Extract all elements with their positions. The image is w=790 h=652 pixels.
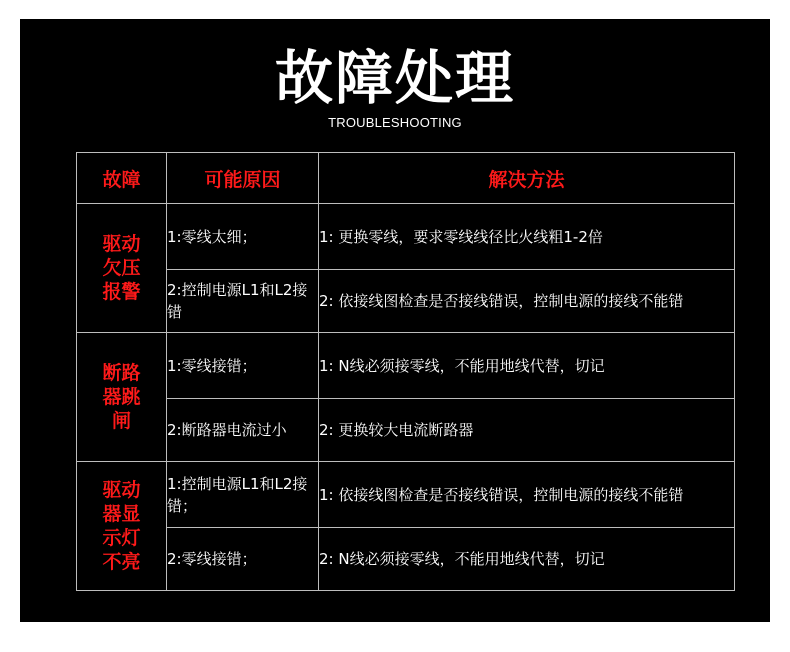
page-subtitle: TROUBLESHOOTING xyxy=(328,115,462,130)
solution-cell: 1: 更换零线，要求零线线径比火线粗1-2倍 xyxy=(319,204,735,270)
fault-cell xyxy=(77,462,167,591)
table-row xyxy=(77,204,735,270)
troubleshooting-panel xyxy=(20,19,770,622)
solution-cell: 2: N线必须接零线，不能用地线代替，切记 xyxy=(319,528,735,591)
cause-cell: 1:控制电源L1和L2接错； xyxy=(167,462,319,528)
header-solution: 解决方法 xyxy=(319,153,735,204)
fault-label: 断路器跳闸 xyxy=(102,362,141,432)
fault-label: 驱动欠压报警 xyxy=(102,233,141,303)
fault-label: 驱动器显示灯不亮 xyxy=(102,479,141,573)
header-fault: 故障 xyxy=(77,153,167,204)
solution-cell: 2: 更换较大电流断路器 xyxy=(319,399,735,462)
table-row xyxy=(77,399,735,462)
solution-cell: 1: N线必须接零线，不能用地线代替，切记 xyxy=(319,333,735,399)
cause-cell: 2:控制电源L1和L2接错 xyxy=(167,270,319,333)
table-row xyxy=(77,528,735,591)
table-row xyxy=(77,333,735,399)
table-header-row xyxy=(77,153,735,204)
table-row xyxy=(77,462,735,528)
solution-cell: 1: 依接线图检查是否接线错误，控制电源的接线不能错 xyxy=(319,462,735,528)
cause-cell: 1:零线太细； xyxy=(167,204,319,270)
fault-cell xyxy=(77,204,167,333)
troubleshooting-table xyxy=(76,152,735,591)
table-row xyxy=(77,270,735,333)
cause-cell: 2:零线接错； xyxy=(167,528,319,591)
cause-cell: 2:断路器电流过小 xyxy=(167,399,319,462)
page-title: 故障处理 xyxy=(274,44,515,112)
solution-cell: 2: 依接线图检查是否接线错误，控制电源的接线不能错 xyxy=(319,270,735,333)
cause-cell: 1:零线接错； xyxy=(167,333,319,399)
header-cause: 可能原因 xyxy=(167,153,319,204)
fault-cell xyxy=(77,333,167,462)
